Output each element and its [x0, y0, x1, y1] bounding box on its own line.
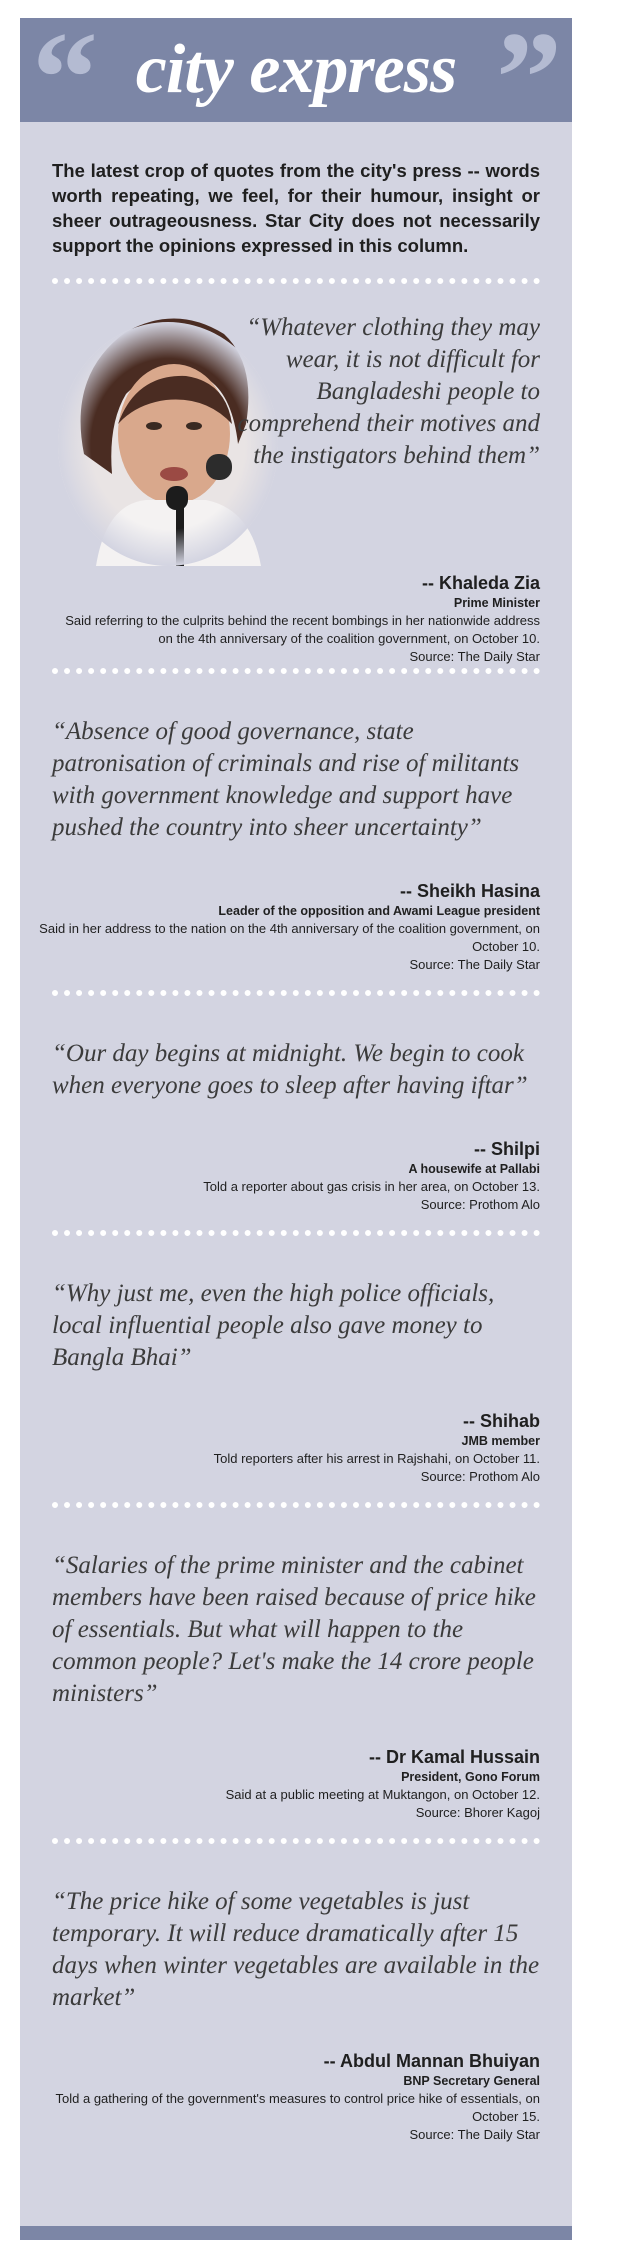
speaker-role: Leader of the opposition and Awami League president [218, 904, 540, 918]
quote-source: Source: Prothom Alo [420, 1197, 540, 1212]
quote-source: Source: The Daily Star [409, 2127, 540, 2142]
attribution [20, 1410, 540, 1486]
attribution [20, 1138, 540, 1214]
speaker-name: -- Sheikh Hasina [399, 881, 540, 901]
quote-context: Said referring to the culprits behind the recent bombings in her nationwide address on the 4th anniversary of the coalition government, on October 10. [65, 613, 540, 646]
quote-context: Told reporters after his arrest in Rajshahi, on October 11. [213, 1451, 540, 1466]
quote-source: Source: Bhorer Kagoj [415, 1805, 540, 1820]
quote-block [20, 284, 572, 664]
attribution [20, 880, 540, 974]
city-express-column [20, 18, 572, 2240]
speaker-name: -- Shilpi [474, 1139, 540, 1159]
open-quote-icon: “ [32, 18, 98, 151]
quote-block [20, 1550, 572, 1844]
dotted-divider [52, 990, 540, 996]
intro-text: The latest crop of quotes from the city's press -- words worth repeating, we feel, for their humour, insight or sheer outrageousness. Star City does not necessarily support the opinions expressed in this column. [52, 160, 540, 256]
speaker-role: BNP Secretary General [403, 2074, 540, 2088]
masthead [20, 18, 572, 151]
quote-text: “Salaries of the prime minister and the cabinet members have been raised because of price hike of essentials. But what will happen to the common people? Let's make the 14 crore people ministers” [52, 1552, 536, 1707]
quote-text: “Absence of good governance, state patronisation of criminals and rise of militants with government knowledge and support have pushed the country into sheer uncertainty” [52, 718, 520, 841]
speaker-role: President, Gono Forum [401, 1770, 540, 1784]
speaker-name: -- Shihab [463, 1411, 540, 1431]
quote-context: Said in her address to the nation on the 4th anniversary of the coalition government, on October 10. [39, 921, 540, 954]
quote-text: “Why just me, even the high police officials, local influential people also gave money to Bangla Bhai” [52, 1280, 495, 1371]
attribution [60, 572, 540, 666]
dotted-divider [52, 668, 540, 674]
speaker-role: JMB member [461, 1434, 540, 1448]
quote-context: Told a gathering of the government's measures to control price hike of essentials, on October 15. [55, 2091, 540, 2124]
masthead-title: city express [135, 31, 457, 108]
speaker-name: -- Dr Kamal Hussain [368, 1747, 540, 1767]
quote-block [20, 716, 572, 996]
dotted-divider [52, 1502, 540, 1508]
quote-text: “Whatever clothing they may wear, it is not difficult for Bangladeshi people to comprehend their motives and the instigators behind them” [237, 314, 540, 469]
speaker-role: A housewife at Pallabi [408, 1162, 540, 1176]
quote-source: Source: The Daily Star [409, 957, 540, 972]
speaker-name: -- Abdul Mannan Bhuiyan [323, 2051, 540, 2071]
quote-block [20, 1886, 572, 2144]
attribution [20, 1746, 540, 1822]
quote-context: Said at a public meeting at Muktangon, on October 12. [225, 1787, 540, 1802]
speaker-role: Prime Minister [453, 596, 540, 610]
dotted-divider [52, 1838, 540, 1844]
quote-source: Source: Prothom Alo [420, 1469, 540, 1484]
attribution [20, 2050, 540, 2144]
close-quote-icon: ” [496, 18, 562, 151]
bottom-rule [20, 2226, 572, 2240]
speaker-name: -- Khaleda Zia [421, 573, 540, 593]
quote-text: “Our day begins at midnight. We begin to cook when everyone goes to sleep after having iftar” [52, 1040, 528, 1099]
quote-source: Source: The Daily Star [409, 649, 540, 664]
quote-block [20, 1278, 572, 1508]
quote-block [20, 1038, 572, 1236]
quote-context: Told a reporter about gas crisis in her area, on October 13. [203, 1179, 540, 1194]
quote-text: “The price hike of some vegetables is just temporary. It will reduce dramatically after 15 days when winter vegetables are available in the market” [52, 1888, 540, 2011]
dotted-divider [52, 1230, 540, 1236]
